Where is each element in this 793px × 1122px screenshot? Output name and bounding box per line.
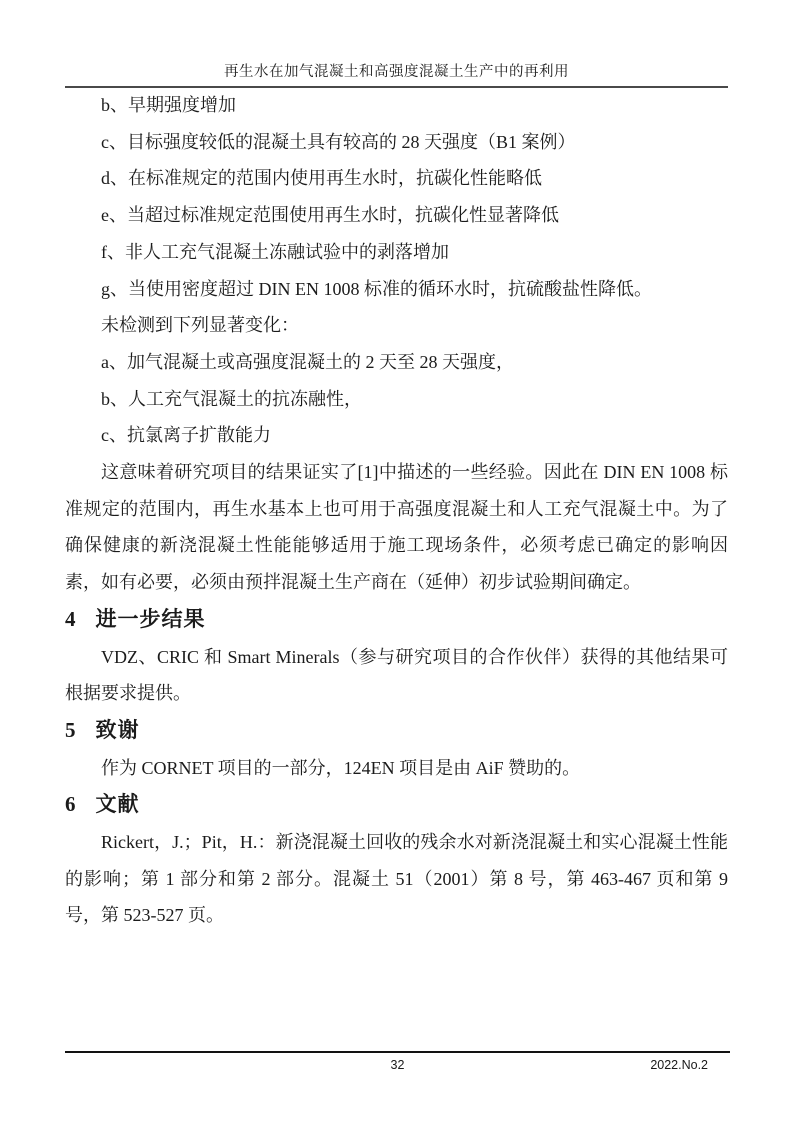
section-title: 进一步结果 <box>95 607 206 631</box>
item-marker: g、 <box>101 278 128 299</box>
list-item-effect-g <box>65 271 728 308</box>
item-marker: a、 <box>101 351 127 372</box>
list-item-nochange-b <box>65 381 728 418</box>
item-marker: e、 <box>101 205 127 226</box>
item-marker: d、 <box>101 168 128 189</box>
list-item-effect-c <box>65 124 728 161</box>
no-change-intro: 未检测到下列显著变化： <box>101 315 299 336</box>
section-heading-acknowledgements <box>65 712 728 750</box>
item-text: 当使用密度超过 DIN EN 1008 标准的循环水时，抗硫酸盐性降低。 <box>128 278 652 299</box>
item-text: 加气混凝土或高强度混凝土的 2 天至 28 天强度， <box>127 351 514 372</box>
section-heading-further-results <box>65 601 728 639</box>
list-item-effect-e <box>65 197 728 234</box>
item-marker: c、 <box>101 131 127 152</box>
summary-paragraph: 这意味着研究项目的结果证实了[1]中描述的一些经验。因此在 DIN EN 1008 标准规定的范围内，再生水基本上也可用于高强度混凝土和人工充气混凝土中。为了确保健康的新浇混凝土性能能够适用于施工现场条件，必须考虑已确定的影响因素，如有必要，必须由预拌混凝土生产商在（延伸）初步试验期间确定。 <box>65 462 728 593</box>
section-number: 6 <box>65 792 76 817</box>
item-text: 当超过标准规定范围使用再生水时，抗碳化性显著降低 <box>127 205 559 226</box>
section-body-references: Rickert，J.；Pit，H.：新浇混凝土回收的残余水对新浇混凝土和实心混凝土性能的影响；第 1 部分和第 2 部分。混凝土 51（2001）第 8 号，第 463-467 页和第 9 号，第 523-527 页。 <box>65 832 728 926</box>
list-item-nochange-a <box>65 344 728 381</box>
issue-number: 2022.No.2 <box>650 1058 708 1072</box>
page-number: 32 <box>390 1058 405 1072</box>
item-text: 在标准规定的范围内使用再生水时，抗碳化性能略低 <box>128 168 542 189</box>
item-marker: b、 <box>101 388 128 409</box>
page-footer <box>65 1051 730 1072</box>
item-text: 早期强度增加 <box>128 95 236 115</box>
section-number: 4 <box>65 606 76 631</box>
item-text: 非人工充气混凝土冻融试验中的剥落增加 <box>125 241 449 262</box>
section-body-further-results: VDZ、CRIC 和 Smart Minerals（参与研究项目的合作伙伴）获得的其他结果可根据要求提供。 <box>65 646 728 704</box>
item-marker: c、 <box>101 425 127 446</box>
item-marker: f、 <box>101 241 125 262</box>
section-number: 5 <box>65 717 76 742</box>
item-text: 抗氯离子扩散能力 <box>127 425 271 446</box>
page-content <box>65 87 728 934</box>
list-item-effect-d <box>65 160 728 197</box>
page-header <box>65 0 728 88</box>
section-heading-references <box>65 786 728 824</box>
section-body-acknowledgements: 作为 CORNET 项目的一部分，124EN 项目是由 AiF 赞助的。 <box>101 757 581 778</box>
list-item-nochange-c <box>65 417 728 454</box>
list-item-effect-f <box>65 234 728 271</box>
item-text: 人工充气混凝土的抗冻融性， <box>128 388 362 409</box>
list-item-effect-b <box>65 87 728 124</box>
section-title: 致谢 <box>95 718 140 742</box>
item-marker: b、 <box>101 95 128 115</box>
running-header-title: 再生水在加气混凝土和高强度混凝土生产中的再利用 <box>65 0 728 88</box>
section-title: 文献 <box>95 793 140 817</box>
item-text: 目标强度较低的混凝土具有较高的 28 天强度（B1 案例） <box>127 131 576 152</box>
